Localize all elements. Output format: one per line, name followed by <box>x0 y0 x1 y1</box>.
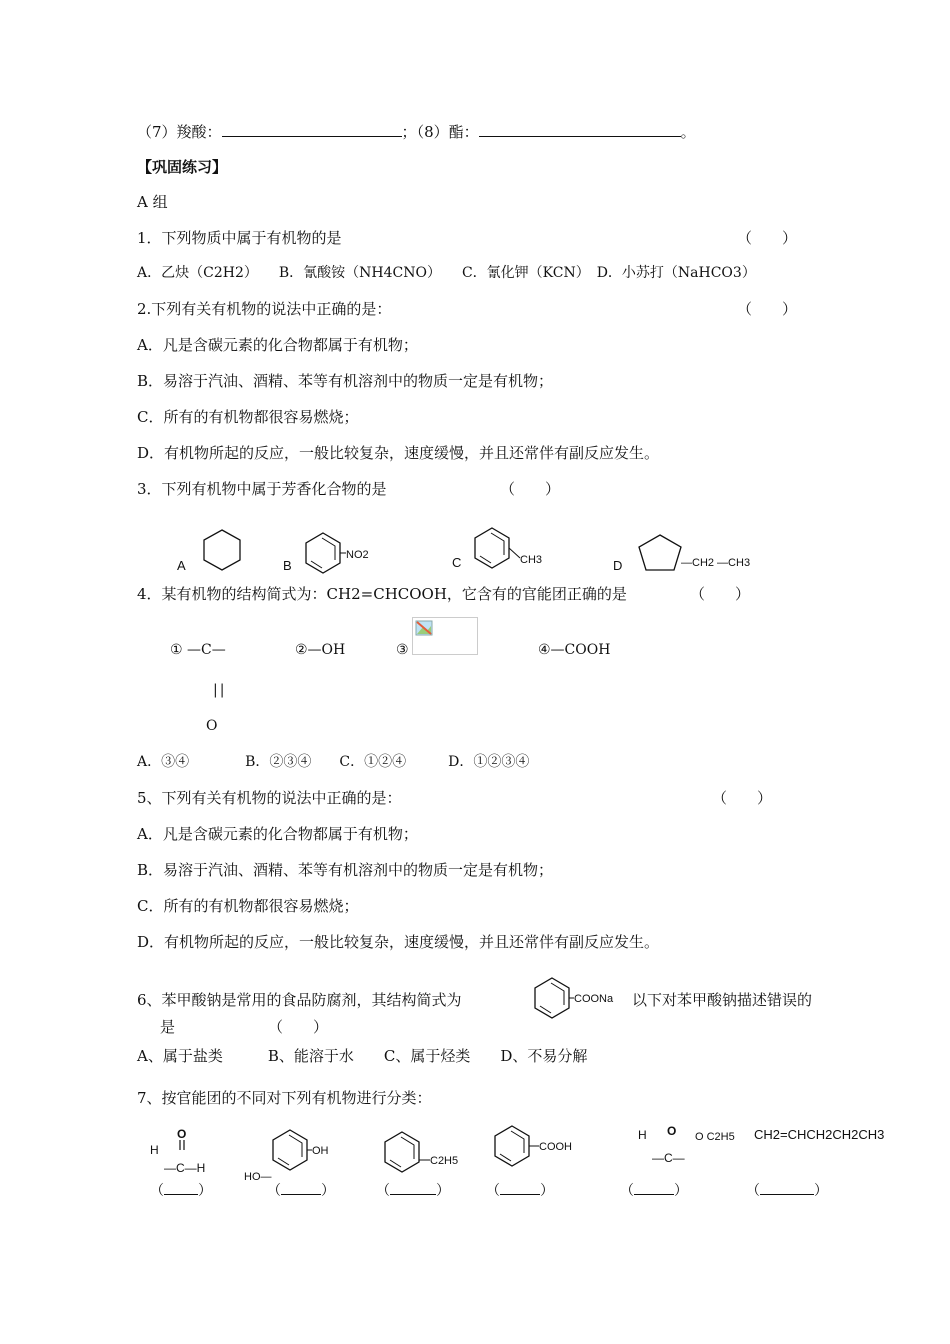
s1-chain: —C—H <box>164 1161 206 1175</box>
q2-answer-paren[interactable]: （ ） <box>737 300 798 318</box>
q3-answer-paren[interactable]: （ ） <box>500 480 561 498</box>
q5-option-d: D．有机物所起的反应，一般比较复杂，速度缓慢，并且还常伴有副反应发生。 <box>137 933 660 951</box>
ester-blank[interactable] <box>479 122 681 137</box>
carboxylic-acid-blank[interactable] <box>222 122 402 137</box>
q5-answer-paren[interactable]: （ ） <box>712 789 773 807</box>
ethylbenzene-ring <box>385 1132 419 1172</box>
section-title: 【巩固练习】 <box>137 158 228 176</box>
carboxylic-acid-label: （7）羧酸： <box>137 123 222 141</box>
q3-label-a: A <box>177 558 186 573</box>
q6-stem: 6、苯甲酸钠是常用的食品防腐剂，其结构简式为 <box>137 991 462 1009</box>
s5-carbon: —C— <box>652 1151 685 1165</box>
group-label: A 组 <box>137 193 168 211</box>
s5-ethoxy: O C2H5 <box>695 1131 735 1143</box>
q4-group-4: ④—COOH <box>538 642 611 658</box>
q7-answer-3[interactable]: （ ） <box>376 1183 450 1199</box>
benzoic-acid-ring <box>495 1126 529 1166</box>
q7-structures <box>140 1122 900 1186</box>
q5-option-a: A．凡是含碳元素的化合物都属于有机物； <box>137 825 418 843</box>
q7-answer-1[interactable]: （ ） <box>150 1183 212 1199</box>
cyclopentane-ring <box>639 535 681 570</box>
hydroquinone-ring <box>273 1130 307 1170</box>
q5-option-b: B．易溶于汽油、酒精、苯等有机溶剂中的物质一定是有机物； <box>137 861 554 879</box>
broken-image-icon <box>415 620 435 638</box>
q1-answer-paren[interactable]: （ ） <box>737 229 798 247</box>
q4-answer-paren[interactable]: （ ） <box>690 585 751 603</box>
q6-options: A、属于盐类 B、能溶于水 C、属于烃类 D、不易分解 <box>137 1047 588 1065</box>
q2-option-d: D．有机物所起的反应，一般比较复杂，速度缓慢，并且还常伴有副反应发生。 <box>137 444 660 462</box>
broken-image-placeholder <box>412 617 478 655</box>
q4-oxygen: O <box>206 718 218 734</box>
q2-option-c: C．所有的有机物都很容易燃烧； <box>137 408 359 426</box>
q4-group-1: ① —C— <box>170 642 226 658</box>
ethyl-group: —CH2 —CH3 <box>681 557 751 569</box>
q2-option-a: A．凡是含碳元素的化合物都属于有机物； <box>137 336 418 354</box>
q4-double-bond: || <box>213 682 227 698</box>
q7-answer-4[interactable]: （ ） <box>486 1183 554 1199</box>
q3-stem: 3．下列有机物中属于芳香化合物的是 <box>137 480 387 498</box>
q1-stem: 1．下列物质中属于有机物的是 <box>137 229 342 247</box>
q4-group-3: ③ <box>396 642 409 658</box>
q3-structures <box>170 525 790 581</box>
q6-stem-line2: 是 <box>160 1018 176 1036</box>
q4-group-2: ②—OH <box>295 642 346 658</box>
methyl-bond <box>509 548 520 558</box>
s5-oxygen: O <box>667 1124 677 1138</box>
q3-label-d: D <box>613 558 623 573</box>
ester-label: （8）酯： <box>416 123 479 141</box>
s4-carboxyl: COOH <box>539 1141 572 1153</box>
q4-stem: 4．某有机物的结构简式为：CH2=CHCOOH，它含有的官能团正确的是 <box>137 585 627 603</box>
q3-label-b: B <box>283 558 292 573</box>
q5-stem: 5、下列有关有机物的说法中正确的是： <box>137 789 402 807</box>
cyclohexane-ring <box>204 530 240 570</box>
q2-option-b: B．易溶于汽油、酒精、苯等有机溶剂中的物质一定是有机物； <box>137 372 554 390</box>
s2-hydroxyl: OH <box>312 1145 329 1157</box>
q7-answer-2[interactable]: （ ） <box>267 1183 335 1199</box>
q7-answer-5[interactable]: （ ） <box>620 1183 688 1199</box>
q2-stem: 2.下列有关有机物的说法中正确的是： <box>137 300 392 318</box>
prev-question-line <box>137 122 696 142</box>
q1-options: A．乙炔（C2H2） B．氰酸铵（NH4CNO） C．氰化钾（KCN） D．小苏打（NaHCO3） <box>137 265 756 281</box>
s1-oxygen: O <box>177 1127 187 1141</box>
benzoate-ring <box>535 978 569 1018</box>
coona-group: COONa <box>574 993 614 1005</box>
q5-option-c: C．所有的有机物都很容易燃烧； <box>137 897 359 915</box>
nitrobenzene-ring <box>306 533 340 573</box>
q7-answer-6[interactable]: （ ） <box>746 1183 828 1199</box>
s6-pentene: CH2=CHCH2CH2CH3 <box>754 1127 885 1142</box>
s2-hydroxyl-left: HO— <box>244 1171 272 1183</box>
semicolon: ； <box>401 123 417 141</box>
sodium-benzoate-structure <box>532 975 632 1021</box>
methyl-group: CH3 <box>520 554 543 566</box>
q7-stem: 7、按官能团的不同对下列有机物进行分类： <box>137 1089 432 1107</box>
s1-hydrogen: H <box>150 1143 159 1157</box>
q4-options: A．③④ B．②③④ C．①②④ D．①②③④ <box>137 754 530 770</box>
q6-answer-paren[interactable]: （ ） <box>268 1018 329 1036</box>
toluene-ring <box>475 528 509 568</box>
q6-stem-tail: 以下对苯甲酸钠描述错误的 <box>632 991 813 1009</box>
period: 。 <box>680 123 696 141</box>
nitro-group: NO2 <box>346 549 369 561</box>
s5-hydrogen: H <box>638 1128 647 1142</box>
q3-label-c: C <box>452 555 462 570</box>
s3-ethyl: C2H5 <box>430 1155 459 1167</box>
